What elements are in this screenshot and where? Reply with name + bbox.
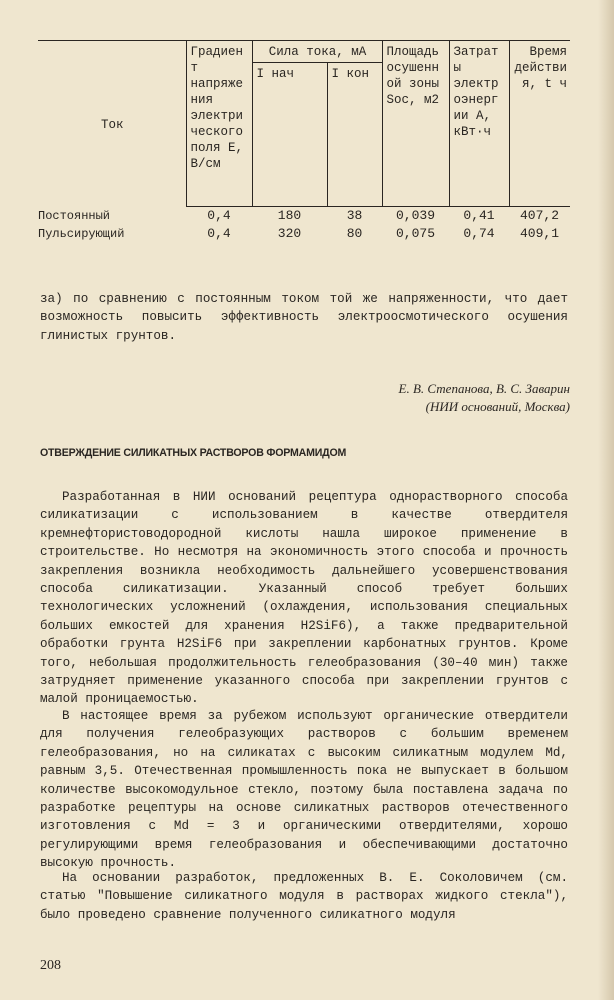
header-tok: Ток xyxy=(38,41,186,207)
paragraph-1: Разработанная в НИИ оснований рецептура однорастворного способа силикатизации с использованием в качестве отвердителя кремнефтористоводородной кислоты нашла широкое применение в строительстве. Но несмотря на экономичность этого способа и прочность закрепления возникла необходимость дальнейшего усовершенствования способа силикатизации. Указанный способ требует больших технологических усложнений (охлаждения, использования специальных больших емкостей для хранения H2SiF6), а также предварительной обработки грунта H2SiF6 при закреплении карбонатных грунтов. Кроме того, небольшая продолжительность гелеобразования (30–40 мин) также затрудняет применение указанного способа при закреплении грунтов с малой проницаемостью. xyxy=(40,490,568,707)
results-table xyxy=(38,40,570,243)
cell-area: 0,039 xyxy=(395,208,435,223)
cell-time: 409,1 xyxy=(519,226,559,241)
header-current-end: I кон xyxy=(327,63,382,207)
page-number: 208 xyxy=(40,958,61,973)
cell-energy: 0,74 xyxy=(463,226,495,241)
cell-current-start: 320 xyxy=(277,226,302,241)
header-energy: Затраты электроэнергии A, кВт·ч xyxy=(449,41,509,207)
table-row xyxy=(38,225,570,243)
section-title: ОТВЕРЖДЕНИЕ СИЛИКАТНЫХ РАСТВОРОВ ФОРМАМИДОМ xyxy=(40,447,347,459)
table-row xyxy=(38,207,570,226)
cell-gradient: 0,4 xyxy=(207,226,231,241)
cell-current-end: 38 xyxy=(346,208,363,223)
header-current-start: I нач xyxy=(252,63,327,207)
header-gradient: Градиент напряжения электрического поля E, В/см xyxy=(186,41,252,207)
header-current: Сила тока, мА xyxy=(252,41,382,63)
cell-energy: 0,41 xyxy=(463,208,495,223)
header-time: Время действия, t ч xyxy=(509,41,570,207)
paragraph-3: На основании разработок, предложенных В. Е. Соколовичем (см. статью "Повышение силикатного модуля в растворах жидкого стекла"), было проведено сравнение полученного силикатного модуля xyxy=(40,871,568,922)
row-name: Пульсирующий xyxy=(38,227,125,241)
cell-current-start: 180 xyxy=(277,208,302,223)
row-name: Постоянный xyxy=(38,208,111,223)
cell-time: 407,2 xyxy=(519,208,559,223)
header-area: Площадь осушенной зоны Sос, м2 xyxy=(382,41,449,207)
page-edge-shadow xyxy=(598,0,614,1000)
cell-current-end: 80 xyxy=(346,226,363,241)
intro-paragraph: за) по сравнению с постоянным током той же напряженности, что дает возможность повысить эффективность электроосмотического осушения глинистых грунтов. xyxy=(40,292,568,343)
cell-gradient: 0,4 xyxy=(207,208,231,223)
authors: Е. В. Степанова, В. С. Заварин xyxy=(398,381,570,396)
affiliation: (НИИ оснований, Москва) xyxy=(425,399,570,414)
cell-area: 0,075 xyxy=(395,226,435,241)
author-block xyxy=(399,380,570,416)
paragraph-2: В настоящее время за рубежом используют органические отвердители для получения гелеобразующих растворов с большим временем гелеобразования, но на силикатах с высоким силикатным модулем Md, равным 3,5. Отечественная промышленность пока не выпускает в большом количестве высокомодульное стекло, поэтому была поставлена задача по разработке рецептуры на основе силикатных растворов отечественного изготовления с Md = 3 и органическими отвердителями, хорошо регулирующими время гелеобразования и обеспечивающими достаточно высокую прочность. xyxy=(40,709,568,871)
table-header-row xyxy=(38,41,570,63)
